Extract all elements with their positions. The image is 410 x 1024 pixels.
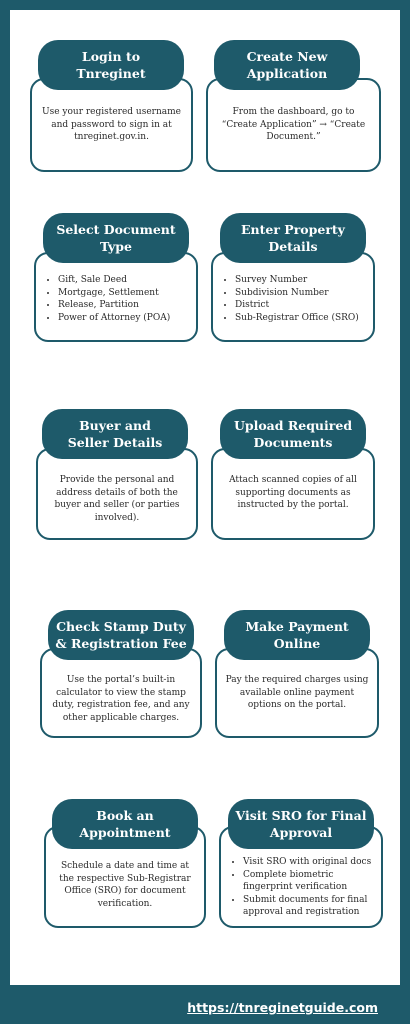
- title-line-2: Details: [268, 239, 318, 254]
- title-line-2: Approval: [269, 825, 333, 840]
- title-line-1: Enter Property: [241, 222, 345, 237]
- title-line-1: Make Payment: [245, 619, 349, 634]
- list-item: • Gift, Sale Deed: [58, 274, 188, 287]
- title-line-2: & Registration Fee: [55, 636, 187, 651]
- list-item: • Sub-Registrar Office (SRO): [235, 312, 365, 325]
- title-line-1: Select Document: [56, 222, 176, 237]
- title-line-2: Seller Details: [67, 435, 163, 450]
- footer-website-link[interactable]: https://tnreginetguide.com: [187, 1000, 378, 1015]
- step-card-upload-documents: [211, 448, 375, 540]
- title-line-1: Create New: [246, 49, 328, 64]
- list-item: • Subdivision Number: [235, 287, 365, 300]
- step-bullet-list: [44, 274, 188, 324]
- title-line-1: Visit SRO for Final: [235, 808, 367, 823]
- step-title-appointment: [52, 799, 198, 849]
- title-line-2: Tnreginet: [76, 66, 146, 81]
- step-card-property-details: [211, 252, 375, 342]
- step-description: Provide the personal and address details of both the buyer and seller (or parties involved).: [54, 475, 180, 523]
- step-bullet-list: [221, 274, 365, 324]
- step-card-login: [30, 78, 193, 172]
- title-line-1: Buyer and: [79, 418, 151, 433]
- step-description: Attach scanned copies of all supporting documents as instructed by the portal.: [229, 475, 357, 510]
- step-card-stamp-duty: [40, 648, 202, 738]
- step-title-document-type: [43, 213, 189, 263]
- title-line-1: Login to: [81, 49, 141, 64]
- list-item: • Survey Number: [235, 274, 365, 287]
- list-item: • Visit SRO with original docs: [243, 856, 373, 869]
- step-description: Schedule a date and time at the respective Sub-Registrar Office (SRO) for document verification.: [59, 861, 191, 909]
- title-line-1: Upload Required: [233, 418, 353, 433]
- step-title-buyer-seller: [42, 409, 188, 459]
- step-card-create-application: [206, 78, 381, 172]
- step-description: From the dashboard, go to “Create Application” → “Create Document.”: [221, 107, 366, 142]
- title-line-2: Documents: [253, 435, 333, 450]
- title-line-2: Type: [100, 239, 132, 254]
- title-line-2: Application: [246, 66, 328, 81]
- list-item: • Power of Attorney (POA): [58, 312, 188, 325]
- step-card-payment: [215, 648, 379, 738]
- step-title-login: [38, 40, 184, 90]
- step-description: Use the portal’s built-in calculator to view the stamp duty, registration fee, and any other applicable charges.: [52, 675, 190, 723]
- title-line-2: Online: [273, 636, 321, 651]
- title-line-1: Check Stamp Duty: [56, 619, 186, 634]
- list-item: • Complete biometric fingerprint verification: [243, 869, 373, 894]
- step-title-visit-sro: [228, 799, 374, 849]
- step-card-document-type: [34, 252, 198, 342]
- step-description: Use your registered username and password to sign in at tnreginet.gov.in.: [42, 107, 181, 142]
- list-item: • Submit documents for final approval and registration: [243, 894, 373, 919]
- step-title-upload-documents: [220, 409, 366, 459]
- step-title-create-application: [214, 40, 360, 90]
- step-title-property-details: [220, 213, 366, 263]
- step-title-payment: [224, 610, 370, 660]
- list-item: • District: [235, 299, 365, 312]
- title-line-2: Appointment: [79, 825, 171, 840]
- step-description: Pay the required charges using available online payment options on the portal.: [225, 675, 369, 710]
- step-bullet-list: [229, 856, 373, 919]
- list-item: • Mortgage, Settlement: [58, 287, 188, 300]
- step-card-buyer-seller: [36, 448, 198, 540]
- step-title-stamp-duty: [48, 610, 194, 660]
- list-item: • Release, Partition: [58, 299, 188, 312]
- title-line-1: Book an: [96, 808, 154, 823]
